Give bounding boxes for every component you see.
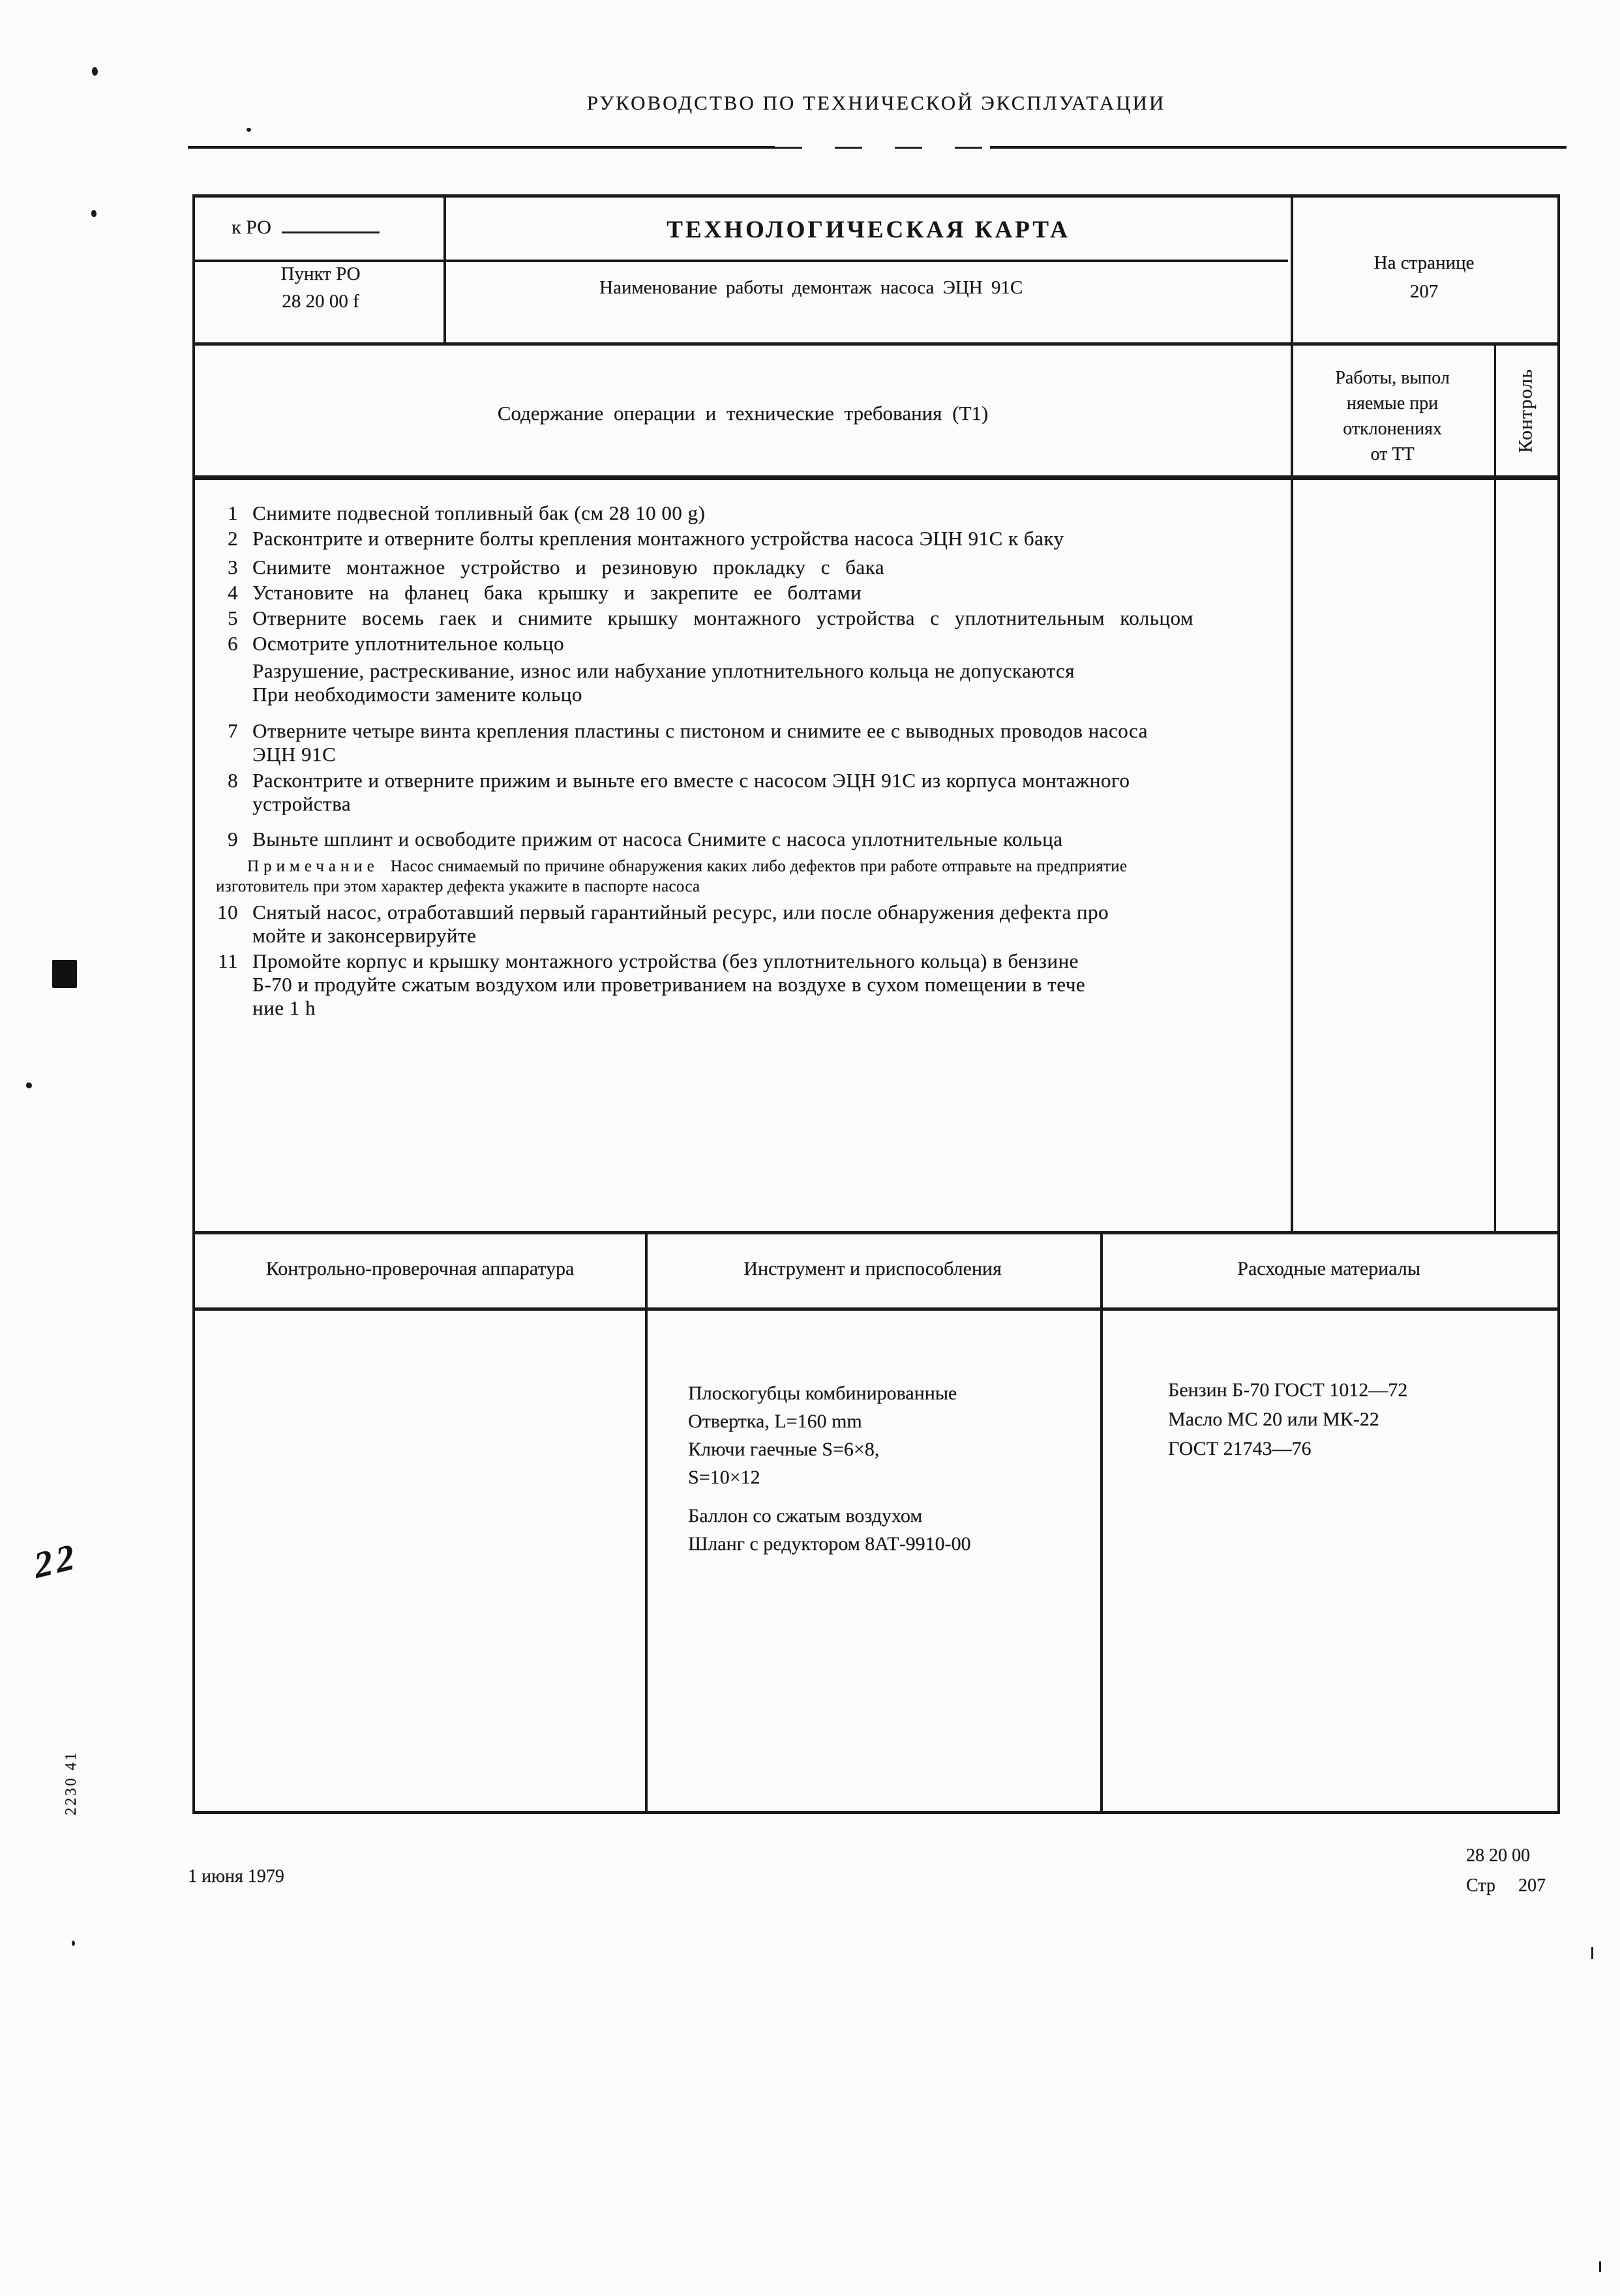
operation-line: При необходимости замените кольцо [252, 683, 582, 706]
operation-step-number: 6 [228, 632, 238, 655]
punkt-ro-label: Пункт РО [280, 263, 361, 284]
margin-black-square [52, 960, 77, 988]
operation-step [209, 501, 1287, 525]
on-page-cell [1291, 248, 1557, 306]
operation-step-text [216, 856, 1287, 897]
title-block [192, 194, 1560, 342]
operation-step-number: 7 [228, 719, 238, 742]
material-item: ГОСТ 21743—76 [1168, 1438, 1312, 1459]
operation-step-number: 3 [228, 556, 238, 578]
operation-step-text [252, 556, 1287, 579]
operation-step-text [252, 769, 1287, 816]
operation-step [209, 581, 1287, 604]
k-ro-blank-line [282, 212, 380, 233]
operation-requirement [252, 659, 1287, 706]
ops-deviation-header [1292, 365, 1493, 467]
ink-speck [72, 1941, 75, 1946]
operation-step-number: 4 [228, 581, 238, 604]
operations-table [192, 342, 1560, 1231]
res-col3-header: Расходные материалы [1237, 1258, 1420, 1279]
operation-step-number: 1 [228, 501, 238, 524]
footer-doc-block [1466, 1845, 1546, 1896]
tool-item: Баллон со сжатым воздухом [688, 1505, 923, 1527]
on-page-label: На странице [1373, 252, 1475, 273]
operation-line: Установите на фланец бака крышку и закрепите ее болтами [252, 581, 862, 604]
operation-step-number: 9 [228, 827, 238, 850]
operation-line: Снятый насос, отработавший первый гарантийный ресурс, или после обнаружения дефекта про [252, 901, 1109, 923]
tool-item: Отвертка, L=160 mm [688, 1410, 862, 1432]
operation-line: Примечание Насос снимаемый по причине обнаружения каких либо дефектов при работе отправьте на предприятие [247, 857, 1128, 875]
res-col2-header: Инструмент и приспособления [743, 1258, 1002, 1279]
ink-speck [1599, 2261, 1601, 2272]
ink-speck [91, 210, 97, 217]
footer-page-label: Стр [1466, 1875, 1495, 1896]
operation-step-text [252, 827, 1287, 851]
operation-step-number: 10 [217, 901, 238, 923]
ops-deviation-header-line: отклонениях [1343, 419, 1442, 439]
ink-speck [247, 128, 251, 132]
operations-list [209, 499, 1287, 1022]
ops-deviation-header-line: Работы, выпол [1335, 368, 1450, 388]
footer-page-number: 207 [1518, 1875, 1546, 1896]
ops-control-header-cell [1494, 346, 1557, 475]
tool-item: S=10×12 [688, 1467, 760, 1488]
operation-line: Разрушение, растрескивание, износ или набухание уплотнительного кольца не допускаются [252, 659, 1075, 682]
res-header-bottom-rule [195, 1307, 1557, 1311]
materials-list [1168, 1375, 1407, 1463]
on-page-number: 207 [1409, 281, 1439, 302]
footer-page-line [1466, 1875, 1546, 1896]
operation-step [209, 527, 1287, 550]
tool-item: Плоскогубцы комбинированные [688, 1382, 957, 1404]
card-title: ТЕХНОЛОГИЧЕСКАЯ КАРТА [667, 216, 1070, 243]
operation-line: устройства [252, 792, 352, 815]
res-divider-1 [645, 1234, 648, 1811]
manual-title: РУКОВОДСТВО ПО ТЕХНИЧЕСКОЙ ЭКСПЛУАТАЦИИ [586, 91, 1166, 114]
res-divider-2 [1100, 1234, 1103, 1811]
operation-line: Промойте корпус и крышку монтажного устройства (без уплотнительного кольца) в бензине [252, 949, 1079, 972]
operation-step-text [252, 606, 1287, 630]
note-label: Примечание [247, 857, 379, 875]
operation-line: Осмотрите уплотнительное кольцо [252, 632, 564, 655]
tools-list [688, 1379, 971, 1558]
ink-speck [26, 1082, 32, 1088]
operation-line: Отверните восемь гаек и снимите крышку монтажного устройства с уплотнительным кольцом [252, 606, 1194, 629]
ops-deviation-header-line: от ТТ [1370, 444, 1415, 464]
operation-line: изготовитель при этом характер дефекта укажите в паспорте насоса [216, 878, 700, 895]
operation-line: Расконтрите и отверните болты крепления монтажного устройства насоса ЭЦН 91С к баку [252, 527, 1064, 550]
operation-step-text [252, 949, 1287, 1020]
operation-step-number: 5 [228, 606, 238, 629]
handwritten-number: 22 [31, 1535, 81, 1587]
operation-line: мойте и законсервируйте [252, 924, 477, 947]
operation-step-text [252, 581, 1287, 604]
operation-step-text [252, 527, 1287, 550]
header-rule-dashed [775, 147, 990, 149]
tool-item: Ключи гаечные S=6×8, [688, 1439, 880, 1460]
res-col1-header: Контрольно-проверочная аппаратура [265, 1258, 575, 1279]
k-ro-cell [195, 212, 446, 239]
operation-line: Выньте шплинт и освободите прижим от насоса Снимите с насоса уплотнительные кольца [252, 827, 1063, 850]
operation-step [209, 827, 1287, 851]
punkt-ro-cell [195, 260, 446, 315]
operation-step [209, 632, 1287, 655]
ops-header-bottom-rule [195, 475, 1557, 480]
operation-line: Отверните четыре винта крепления пластины с пистоном и снимите ее с выводных проводов насоса [252, 719, 1148, 742]
operation-step-number: 11 [218, 949, 238, 972]
operation-line: Снимите монтажное устройство и резиновую прокладку с бака [252, 556, 884, 578]
ink-speck [1591, 1947, 1593, 1959]
operation-step-text [252, 719, 1287, 766]
operation-step [209, 556, 1287, 579]
header-rule-right [990, 146, 1567, 149]
operation-step [209, 901, 1287, 947]
operation-step-text [252, 501, 1287, 525]
operation-step-number: 8 [228, 769, 238, 792]
operation-line: Расконтрите и отверните прижим и выньте его вместе с насосом ЭЦН 91С из корпуса монтажного [252, 769, 1130, 792]
material-item: Бензин Б-70 ГОСТ 1012—72 [1168, 1379, 1408, 1401]
ops-deviation-header-line: няемые при [1346, 393, 1439, 413]
operation-step [209, 949, 1287, 1020]
k-ro-label: к РО [232, 216, 271, 238]
punkt-ro-code: 28 20 00 f [282, 291, 359, 312]
operation-step-text [252, 632, 1287, 655]
operation-line: ние 1 h [252, 996, 316, 1019]
operation-line: Снимите подвесной топливный бак (см 28 10 00 g) [252, 501, 706, 524]
operation-step-text [252, 659, 1287, 706]
material-item: Масло МС 20 или МК-22 [1168, 1409, 1379, 1430]
footer-doc-number: 28 20 00 [1466, 1845, 1530, 1866]
operation-step-number: 2 [228, 527, 238, 550]
ops-control-header: Контроль [1514, 368, 1537, 453]
footer-date: 1 июня 1979 [188, 1866, 284, 1886]
tool-item: Шланг с редуктором 8АТ-9910-00 [688, 1533, 971, 1555]
operation-line: ЭЦН 91С [252, 743, 337, 766]
operation-step [209, 719, 1287, 766]
operation-step [209, 769, 1287, 816]
operation-step [209, 606, 1287, 630]
margin-vertical-code: 2230 41 [63, 1751, 80, 1815]
ink-speck [92, 67, 98, 76]
ops-content-header: Содержание операции и технические требования (Т1) [497, 402, 989, 425]
resources-table [192, 1231, 1560, 1814]
operation-step-text [252, 901, 1287, 947]
work-name: Наименование работы демонтаж насоса ЭЦН 91С [599, 277, 1023, 298]
header-rule-left [188, 146, 775, 149]
operation-note [216, 856, 1287, 897]
operation-line: Б-70 и продуйте сжатым воздухом или проветриванием на воздухе в сухом помещении в тече [252, 973, 1086, 996]
